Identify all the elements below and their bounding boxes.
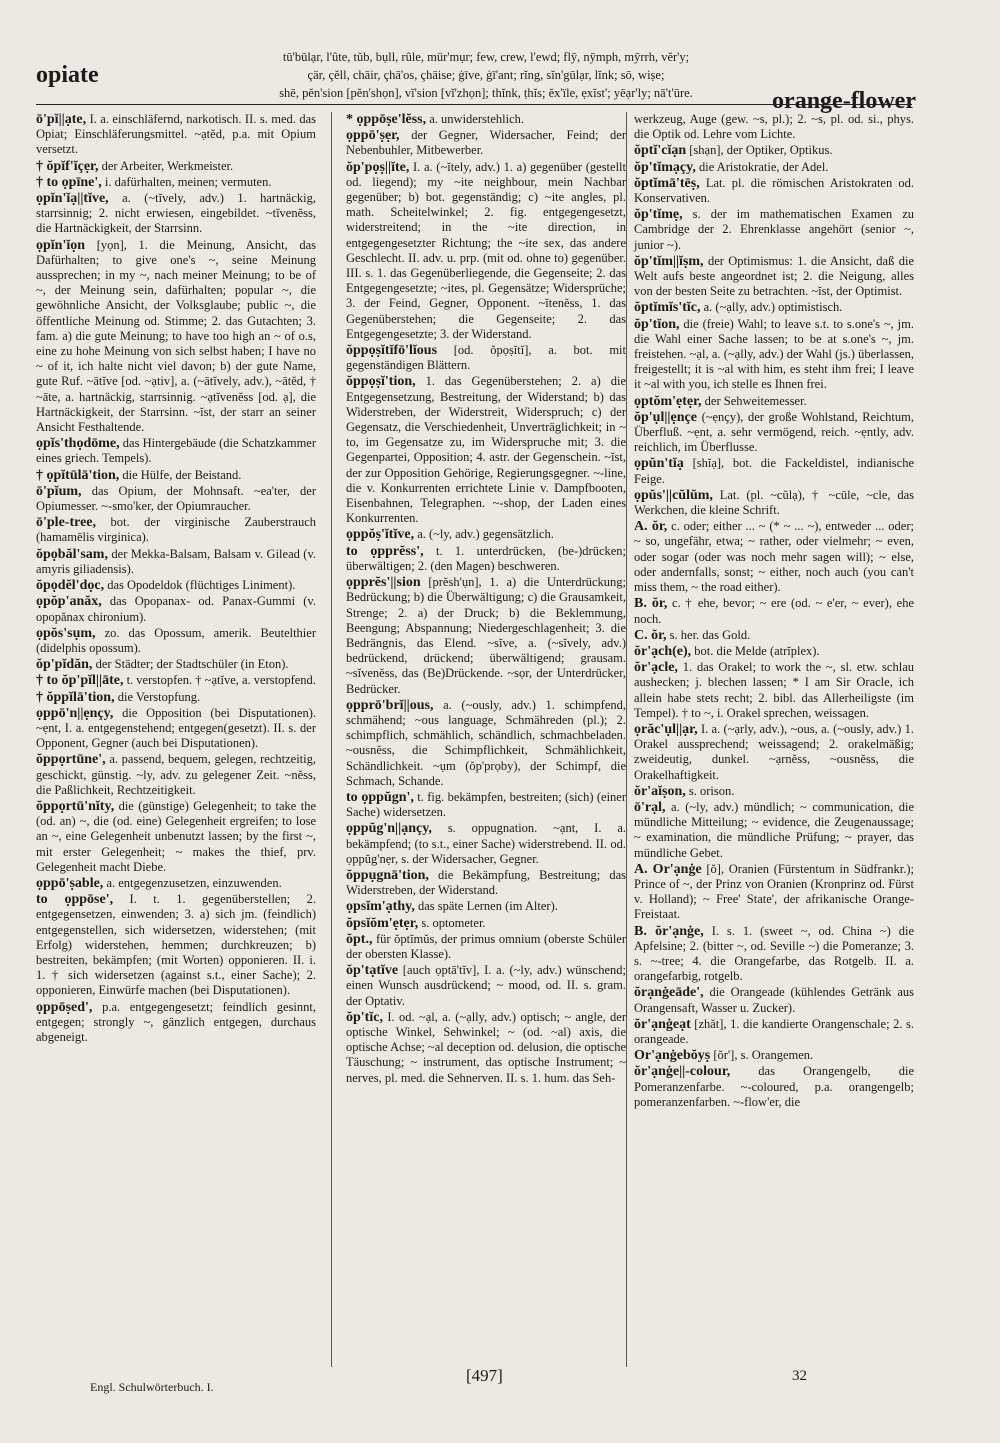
definition: die (freie) Wahl; to leave s.t. to s.one's ~, jm. die Wahl einer Sache lassen; to be at s.one's ~, jm. freistehen. ~ạl, a. (~ạlly, adv.) der Wahl (js.) überlassen, freigestellt; it is ~al with him, es steht ihm frei; I leave it ~al with you, ich stelle es Ihnen frei. [634, 316, 914, 392]
dictionary-entry [634, 317, 914, 393]
dictionary-entry [634, 300, 914, 315]
dictionary-column-1 [36, 112, 316, 1046]
headword: † to ŏp'pĭl||āte, [36, 673, 124, 689]
definition: i. dafürhalten, meinen; vermuten. [104, 174, 272, 189]
definition: I. a. einschläfernd, narkotisch. II. s. med. das Opiat; Einschläferungsmittel. ~ạtĕd, p.a. mit Opium versetzt. [36, 112, 317, 157]
headword: † ọpĭtūlā'tion, [36, 467, 120, 483]
definition: der Arbeiter, Werkmeister. [101, 158, 234, 173]
definition: s. her. das Gold. [669, 627, 751, 642]
headword: ŏpsĭŏm'ẹtẹr, [346, 915, 419, 931]
definition: der Städter; der Stadtschüler (in Eton). [95, 657, 289, 672]
definition: s. oppugnation. ~ạnt, I. a. bekämpfend; (to s.t., einer Sache) widerstrebend. II. od. ọppŭg'nẹr, s. der Widersacher, Gegner. [346, 821, 627, 866]
definition: [ŏr'], s. Orangemen. [713, 1048, 814, 1063]
dictionary-entry [36, 892, 316, 998]
definition: die Bekämpfung, Bestreitung; das Widerstreben, der Widerstand. [346, 867, 627, 898]
dictionary-entry [36, 626, 316, 656]
headword: ŏr'ạnġeạt [634, 1016, 691, 1032]
dictionary-entry [36, 706, 316, 752]
headword: † ŏpĭf'ĭçẹr, [36, 158, 99, 174]
headword: ọppō'ṣẹr, [346, 128, 400, 144]
definition: a. (~ly, adv.) mündlich; ~ communication, die mündliche Mitteilung; ~ evidence, die Zeugenaussage; ~ examination, die mündliche Prüfung; ~ prayer, das mündliche Gebet. [634, 799, 915, 860]
dictionary-entry [634, 784, 914, 799]
dictionary-entry [346, 698, 626, 789]
dictionary-entry [36, 594, 316, 624]
definition: die Hülfe, der Beistand. [122, 467, 242, 482]
headword: ŏr'aĭṣon, [634, 783, 686, 799]
definition: Lat. (pl. ~cŭlạ), † ~cūle, ~cle, das Werkchen, die kleine Schrift. [634, 487, 914, 518]
guide-word-left: opiate [36, 62, 99, 88]
headword: ō'pĭ||ạte, [36, 112, 87, 127]
dictionary-entry [36, 690, 316, 705]
dictionary-entry [634, 722, 914, 783]
dictionary-entry [36, 578, 316, 593]
headword: to ọpprĕss', [346, 543, 424, 559]
definition: der Optimismus: 1. die Ansicht, daß die Welt aufs beste angeordnet ist; 2. die Neigung, alles von der besten Seite zu betrachten. ~ĭst, der Optimist. [634, 253, 915, 299]
dictionary-entry [346, 868, 626, 898]
dictionary-entry [634, 985, 914, 1015]
definition: Lat. pl. die römischen Aristokraten od. Konservativen. [634, 175, 915, 206]
dictionary-entry [634, 160, 914, 175]
definition: werkzeug, Auge (gew. ~s, pl.); 2. ~s, pl. od. si., phys. die Optik od. Lehre vom Lichte. [634, 112, 914, 142]
dictionary-entry [634, 862, 914, 923]
guide-word-right: orange-flower [772, 88, 916, 114]
headword: ọpĭn'ĭạ||tĭve, [36, 191, 109, 207]
dictionary-entry [634, 254, 914, 300]
dictionary-entry [36, 673, 316, 688]
dictionary-entry [346, 374, 626, 526]
headword: ŏrạnġeāde', [634, 985, 704, 1001]
headword: ŏr'ạch(e), [634, 643, 692, 659]
dictionary-entry [346, 963, 626, 1009]
dictionary-entry [634, 456, 914, 486]
dictionary-entry [346, 575, 626, 697]
headword: to ọppŭgn', [346, 789, 414, 805]
headword: ŏp'ụl||ẹnçe [634, 409, 697, 425]
dictionary-entry [36, 468, 316, 483]
dictionary-entry [634, 394, 914, 409]
headword: ọpŭs'||cŭlŭm, [634, 487, 713, 503]
headword: ọppŭg'n||ạnçy, [346, 821, 432, 837]
headword: † to ọpīne', [36, 174, 102, 190]
definition: a. (~tĭvely, adv.) 1. hartnäckig, starrsinnig; 2. nicht erwiesen, eingebildet. ~tĭvenĕss, die Hartnäckigkeit, der Starrsinn. [36, 191, 317, 236]
dictionary-entry [346, 821, 626, 867]
headword: ọpĭs'thọdōme, [36, 436, 120, 452]
headword: ŏp'tĭmạçy, [634, 159, 696, 175]
headword: ọpŏp'anăx, [36, 594, 102, 610]
dictionary-entry [36, 799, 316, 875]
dictionary-entry [346, 916, 626, 931]
headword: ŏppọṣĭ'tion, [346, 374, 416, 390]
headword: ọrăc'ụl||ạr, [634, 721, 698, 737]
headword: ọpŏs'sụm, [36, 625, 96, 641]
headword: ọptŏm'ẹtẹr, [634, 393, 702, 409]
headword: ŏp'tĭc, [346, 1009, 383, 1025]
definition: der Sehweitemesser. [704, 393, 807, 408]
footer-signature-number: 32 [792, 1368, 807, 1384]
headword: ọppōṣed', [36, 999, 93, 1015]
dictionary-entry [346, 343, 626, 373]
headword: ŏp'tạtĭve [346, 963, 399, 979]
headword: Or'ạnġebŏyṣ [634, 1048, 711, 1064]
definition: a. unwiderstehlich. [429, 112, 525, 126]
definition: [yọn], 1. die Meinung, Ansicht, das Dafürhalten; to give one's ~, seine Meinung aussprechen; in my ~, nach meiner Meinung; to be of ~, der Meinung sein, dafürhalten; popular ~, die gewöhnliche Ansicht, der Volksglaube; public ~, die öffentliche Meinung od. Stimme; 2. das Gutachten; 3. fam. a) die gute Meinung; to have too high an ~ of o.s, eine zu hohe Meinung von sich selbst haben; I have no ~ of it, ich halte nicht viel davon; b) der gute Name, gute Ruf. ~ātĭve [od. ~ạtiv], a. (~ātĭvely, adv.), ~ātĕd, † ~āte, a. hartnäckig, starrsinnig. ~ạtĭvenĕss [od. ạ], die Hartnäckigkeit, der Starrsinn. ~ĭst, der starr an seiner Ansicht Festhaltende. [36, 237, 317, 435]
definition: a. (~ly, adv.) gegensätzlich. [417, 527, 554, 542]
definition: die (günstige) Gelegenheit; to take the (od. an) ~, die (od. eine) Gelegenheit ergreifen; to lose an ~, eine Gelegenheit unbenutzt lassen; by the first ~, mit erster Gelegenheit; ~ makes the thief, prv. Gelegenheit macht Diebe. [36, 798, 316, 874]
header-rule [36, 104, 912, 105]
dictionary-entry [346, 128, 626, 158]
definition: das Opium, der Mohnsaft. ~ea'ter, der Opiumesser. ~-smo'ker, der Opiumraucher. [36, 483, 317, 514]
definition: t. verstopfen. † ~ạtĭve, a. verstopfend. [126, 673, 316, 688]
headword: ŏpọbăl'sam, [36, 546, 108, 562]
column-divider [331, 112, 332, 1367]
dictionary-entry [634, 644, 914, 659]
headword: ŏptĭmĭs'tĭc, [634, 300, 701, 316]
dictionary-entry [36, 238, 316, 436]
definition: t. fig. bekämpfen, bestreiten; (sich) (einer Sache) widersetzen. [346, 789, 627, 820]
definition: das Opopanax- od. Panax-Gummi (v. opopănax chironium). [36, 594, 316, 624]
headword: A. Or'ạnġe [634, 861, 702, 877]
dictionary-entry [36, 547, 316, 577]
definition: I. a. (~ĭtely, adv.) 1. a) gegenüber (gestellt od. liegend); my ~ite neighbour, mein Nachbar gegenüber; b) bot. gegenständig; c) ~ite angles, pl. math. Scheitelwinkel; 2. fig. entgegengesetzt, widerstreitend; in the ~ite direction, in entgegengesetzter Richtung; the ~ite sex, das andere Geschlecht. II. adv. u. prp. (mit od. ohne to) gegenüber. III. s. 1. das Gegenüberliegende, die Gegenseite; 2. das Entgegengesetzte; ~ites, pl. Gegensätze; Widersprüche; 3. der Feind, Gegner, Opponent. ~ĭtenĕss, 1. das Gegenüberstehen; die Gegenseite; 2. das Entgegengesetzte; 3. der Widerstand. [346, 159, 626, 341]
dictionary-entry [634, 924, 914, 985]
headword: ọppō'ṣable, [36, 875, 104, 891]
dictionary-entry [36, 112, 316, 158]
headword: ō'ple-tree, [36, 515, 96, 531]
page-header [36, 44, 916, 114]
definition: s. der im mathematischen Examen zu Cambridge der 2. Ehrenklasse angehört (senior ~, junior ~). [634, 207, 914, 252]
headword: ọppō'n||ẹnçy, [36, 705, 114, 721]
dictionary-entry [346, 544, 626, 574]
headword: ọpŭn'tĭạ [634, 456, 684, 472]
column-divider [626, 112, 627, 1367]
dictionary-entry [36, 159, 316, 174]
headword: ŏptĭmā'tēṣ, [634, 175, 700, 191]
dictionary-entry [634, 176, 914, 206]
definition: für ŏptĭmŭs, der primus omnium (oberste Schüler der obersten Klasse). [346, 931, 627, 961]
dictionary-entry [346, 1010, 626, 1086]
dictionary-entry [634, 207, 914, 253]
definition: p.a. entgegengesetzt; feindlich gesinnt, entgegen; strongly ~, gänzlich entgegen, durchaus abgeneigt. [36, 999, 316, 1044]
definition: 1. das Gegenüberstehen; 2. a) die Entgegensetzung, Bestreitung, der Widerstand; b) das Widerstreben, der Widerstreit, Widerspruch; c) der Gegensatz, die Verschiedenheit, Unverträglichkeit; in ~ to, im Gegensatze zu, im Widerspruche mit; 3. die Gegenpartei, Opposition; 4. astr. der Gegenschein. ~ĭst, der zur Opposition Gehörige, Regierungsgegner. ~-line, die v. Konkurrenten errichtete Linie v. Dampfbooten, Eisenbahnen, Telegraphen. ~-shop, der Laden eines Konkurrenten. [346, 374, 626, 526]
dictionary-entry [634, 488, 914, 518]
dictionary-entry [634, 1048, 914, 1063]
headword: ọppŏṣ'ĭtĭve, [346, 527, 415, 543]
dictionary-entry [36, 657, 316, 672]
definition: I. t. 1. gegenüberstellen; 2. entgegensetzen, einwenden; 3. a) sich jm. (feindlich) entgegenstellen, sich widersetzen, widerstehen; (mit Erfolg) widerstehen, hemmen; durchkreuzen; b) bestreiten, bekämpfen; (mit Worten) opponieren. II. i. 1. † sich widersetzen (against s.t., einer Sache); 2. opponieren, Einwürfe machen (bei Disputationen). [36, 892, 316, 998]
headword: ŏppụgnā'tion, [346, 867, 429, 883]
headword: ọpprō'brĭ||ous, [346, 697, 434, 713]
headword: ŏp'tĭm||ĭṣm, [634, 253, 704, 269]
footer-book-title: Engl. Schulwörterbuch. I. [90, 1380, 214, 1394]
headword: ŏr'ạcle, [634, 660, 678, 676]
definition: [ŏ], Oranien (Fürstentum in Südfrankr.); Prince of ~, der Prinz von Oranien (Kronprinz od. Fürst v. Holland); ~ Free' State', der afrikanische Orange-Freistaat. [634, 861, 914, 922]
definition: a. (~ạlly, adv.) optimistisch. [703, 300, 843, 315]
definition: [shạn], der Optiker, Optikus. [689, 143, 833, 158]
dictionary-entry [346, 790, 626, 820]
definition: das Hintergebäude (die Schatzkammer eines griech. Tempels). [36, 436, 316, 466]
headword: ọpĭn'ĭọn [36, 237, 86, 253]
definition: die Aristokratie, der Adel. [698, 159, 829, 174]
definition: c. oder; either ... ~ (* ~ ... ~), entweder ... oder; ~ so, ungefähr, etwa; ~ rather, oder vielmehr; ~ even, oder sogar (oder was noch mehr sagen will); ~ else, oder andernfalls, sonst; ~ either, noch auch (you can't miss them, ~ the road either). [634, 519, 914, 595]
definition: die Orangeade (kühlendes Getränk aus Orangensaft, Wasser u. Zucker). [634, 985, 914, 1015]
headword: ŏp'pĭdăn, [36, 657, 93, 673]
headword: ŏp'pọṣ||ĭte, [346, 159, 410, 175]
definition: die Opposition (bei Disputationen). ~ẹnt, I. a. entgegenstehend; entgegen(gesetzt). II. s. der Opponent, Gegner (auch bei Disputationen). [36, 705, 317, 751]
dictionary-entry [634, 628, 914, 643]
headword: ō'pĭum, [36, 483, 82, 499]
definition: I. a. (~ạrly, adv.), ~ous, a. (~ously, adv.) 1. Orakel aussprechend; weissagend; 2. orakelmäßig; zweideutig, dunkel. ~ạrnĕss, ~ousnĕss, die Orakelhaftigkeit. [634, 721, 915, 782]
definition: bot. der virginische Zauberstrauch (hamamēlis virginica). [36, 515, 316, 545]
definition: der Gegner, Widersacher, Feind; der Nebenbuhler, Mitbewerber. [346, 128, 626, 158]
headword: ŏpt., [346, 931, 373, 947]
headword: † ŏppĭlā'tion, [36, 689, 115, 705]
dictionary-entry [634, 112, 914, 142]
definition: s. optometer. [421, 915, 486, 930]
definition: a. entgegenzusetzen, einzuwenden. [106, 875, 282, 890]
headword: ŏpọdĕl'dọc, [36, 578, 105, 594]
definition: t. 1. unterdrücken, (be-)drücken; überwältigen; 2. (den Magen) beschweren. [346, 543, 627, 573]
headword: ọpprĕs'||sion [346, 575, 421, 591]
headword: * ọppōṣe'lĕss, [346, 112, 427, 127]
headword: ŏp'tĭon, [634, 316, 680, 332]
dictionary-entry [36, 484, 316, 514]
dictionary-entry [36, 436, 316, 466]
headword: ŏppọrtū'nĭty, [36, 798, 115, 814]
headword: to ọppōse', [36, 892, 114, 908]
definition: I. od. ~ạl, a. (~ạlly, adv.) optisch; ~ angle, der optische Winkel, Sehwinkel; ~ (od. ~al) axis, die optische Achse; ~al deception od. delusion, die optische Täuschung; ~ instrument, das optische Instrument; ~ nerves, pl. med. die Sehnerven. II. s. 1. hum. das Seh- [346, 1009, 627, 1085]
definition: das Orangengelb, die Pomeranzenfarbe. ~-coloured, p.a. orangengelb; pomeranzenfarben. ~-flow'er, die [634, 1064, 914, 1109]
dictionary-entry [36, 1000, 316, 1046]
dictionary-entry [346, 160, 626, 342]
definition: a. (~ously, adv.) 1. schimpfend, schmähend; ~ous language, Schmähreden (pl.); 2. schimpflich, schmählich, schändlich, schmachbeladen. ~ousnĕss, die Schimpflichkeit, Schmählichkeit, Schändlichkeit. ~ụm (ŏp'prọby), der Schimpf, die Schmach, Schande. [346, 697, 627, 788]
definition: zo. das Opossum, amerik. Beutelthier (didelphis opossum). [36, 625, 316, 655]
dictionary-entry [36, 876, 316, 891]
headword: ŏptĭ'cĭạn [634, 143, 687, 159]
headword: ọpsĭm'ạthy, [346, 899, 415, 915]
definition: I. s. 1. (sweet ~, od. China ~) die Apfelsine; 2. (bitter ~, od. Seville ~) die Pomeranze; 3. s. ~-tree; 4. die Orangefarbe, das Rotgelb. II. a. orangefarbig, rotgelb. [634, 923, 914, 984]
headword: ŏppọṣĭtĭfō'lĭous [346, 343, 438, 359]
dictionary-entry [634, 519, 914, 595]
dictionary-entry [634, 800, 914, 861]
dictionary-entry [634, 660, 914, 721]
headword: A. ŏr, [634, 519, 668, 535]
definition: [od. ŏpọṣĭtĭ], a. bot. mit gegenständigen Blättern. [346, 343, 626, 373]
dictionary-entry [36, 515, 316, 545]
definition: das Opodeldok (flüchtiges Liniment). [107, 578, 296, 593]
definition: (~ẹnçy), der große Wohlstand, Reichtum, Überfluß. ~ẹnt, a. sehr vermögend, reich. ~ẹntly, adv. reichlich, im Überflusse. [634, 409, 914, 455]
definition: [auch ọptā'tĭv], I. a. (~ly, adv.) wünschend; einen Wunsch ausdrückend; ~ mood, od. II. s. gram. der Optativ. [346, 963, 626, 1008]
definition: die Verstopfung. [117, 689, 201, 704]
pronunciation-key-line-2: çär, çĕll, chāir, çhā'os, çhāise; ġīve, ġī'ant; rĭng, sĭn'gūlạr, lĭnk; sō, wiṣe; [307, 68, 665, 82]
headword: ŏr'ạnġe||-colour, [634, 1064, 731, 1080]
pronunciation-key-line-1: tū'būlạr, l'ûte, tŭb, bụll, rûle, mür'mụr; few, crew, l'ewd; flȳ, nȳmph, mȳrrh, vĕr'y; [282, 50, 690, 64]
dictionary-entry [36, 191, 316, 237]
pronunciation-key-line-3: shē, pĕn'sion [pĕn'shọn], vĭ'sion [vĭ'zhọn]; thĭnk, ṭhĭs; ĕx'ïle, ẹxĭst'; yēạr'ly; nā't'ūre. [279, 86, 693, 100]
definition: das späte Lernen (im Alter). [417, 899, 558, 914]
headword: ŏppọrtūne', [36, 752, 106, 768]
definition: a. passend, bequem, gelegen, rechtzeitig, geschickt, günstig. ~ly, adv. zu gelegener Zeit. ~nĕss, die Paßlichkeit, Rechtzeitigkeit. [36, 752, 316, 797]
dictionary-column-3 [634, 112, 914, 1111]
definition: [shĭạ], bot. die Fackeldistel, indianische Feige. [634, 456, 914, 486]
definition: s. orison. [688, 783, 735, 798]
dictionary-entry [634, 1017, 914, 1047]
definition: bot. die Melde (atrĭplex). [694, 643, 820, 658]
footer-page-number: [497] [466, 1366, 503, 1385]
dictionary-entry [346, 112, 626, 127]
dictionary-entry [36, 175, 316, 190]
headword: ŏp'tĭmẹ, [634, 207, 683, 223]
dictionary-entry [346, 899, 626, 914]
dictionary-entry [634, 143, 914, 158]
dictionary-entry [346, 932, 626, 962]
headword: C. ŏr, [634, 627, 667, 643]
definition: 1. das Orakel; to work the ~, sl. etw. schlau aushecken; j. blechen lassen; * I am Sir Oracle, ich allein habe stets recht; 2. bibl. das Allerheiligste (im Tempel). † to ~, i. Orakel sprechen, weissagen. [634, 660, 914, 720]
headword: B. ŏr, [634, 596, 668, 612]
dictionary-entry [36, 752, 316, 798]
dictionary-entry [634, 596, 914, 626]
definition: [prĕsh'ụn], 1. a) die Unterdrückung; Bedrückung; b) die Überwältigung; c) die Grausamkeit, Strenge; 2. a) der Druck; b) die Beklemmung, Beengung; Abspannung; Niedergeschlagenheit; 3. die Bedrängnis, das Elend. ~sĭve, a. (~sĭvely, adv.) bedrückend, drückend; überwältigend; grausam. ~sĭvenĕss, das (Be)Drückende. ~sọr, der Unterdrücker, Bedrücker. [346, 575, 627, 696]
headword: B. ŏr'ạnġe, [634, 923, 704, 939]
definition: der Mekka-Balsam, Balsam v. Gilead (v. amyris giliadensis). [36, 546, 317, 576]
dictionary-entry [634, 1064, 914, 1110]
dictionary-column-2 [346, 112, 626, 1087]
dictionary-entry [346, 527, 626, 542]
headword: ō'rạl, [634, 799, 666, 815]
dictionary-entry [634, 410, 914, 456]
definition: c. † ehe, bevor; ~ ere (od. ~ e'er, ~ ever), ehe noch. [634, 596, 914, 626]
definition: [zhăt], 1. die kandierte Orangenschale; 2. s. orangeade. [634, 1016, 914, 1046]
